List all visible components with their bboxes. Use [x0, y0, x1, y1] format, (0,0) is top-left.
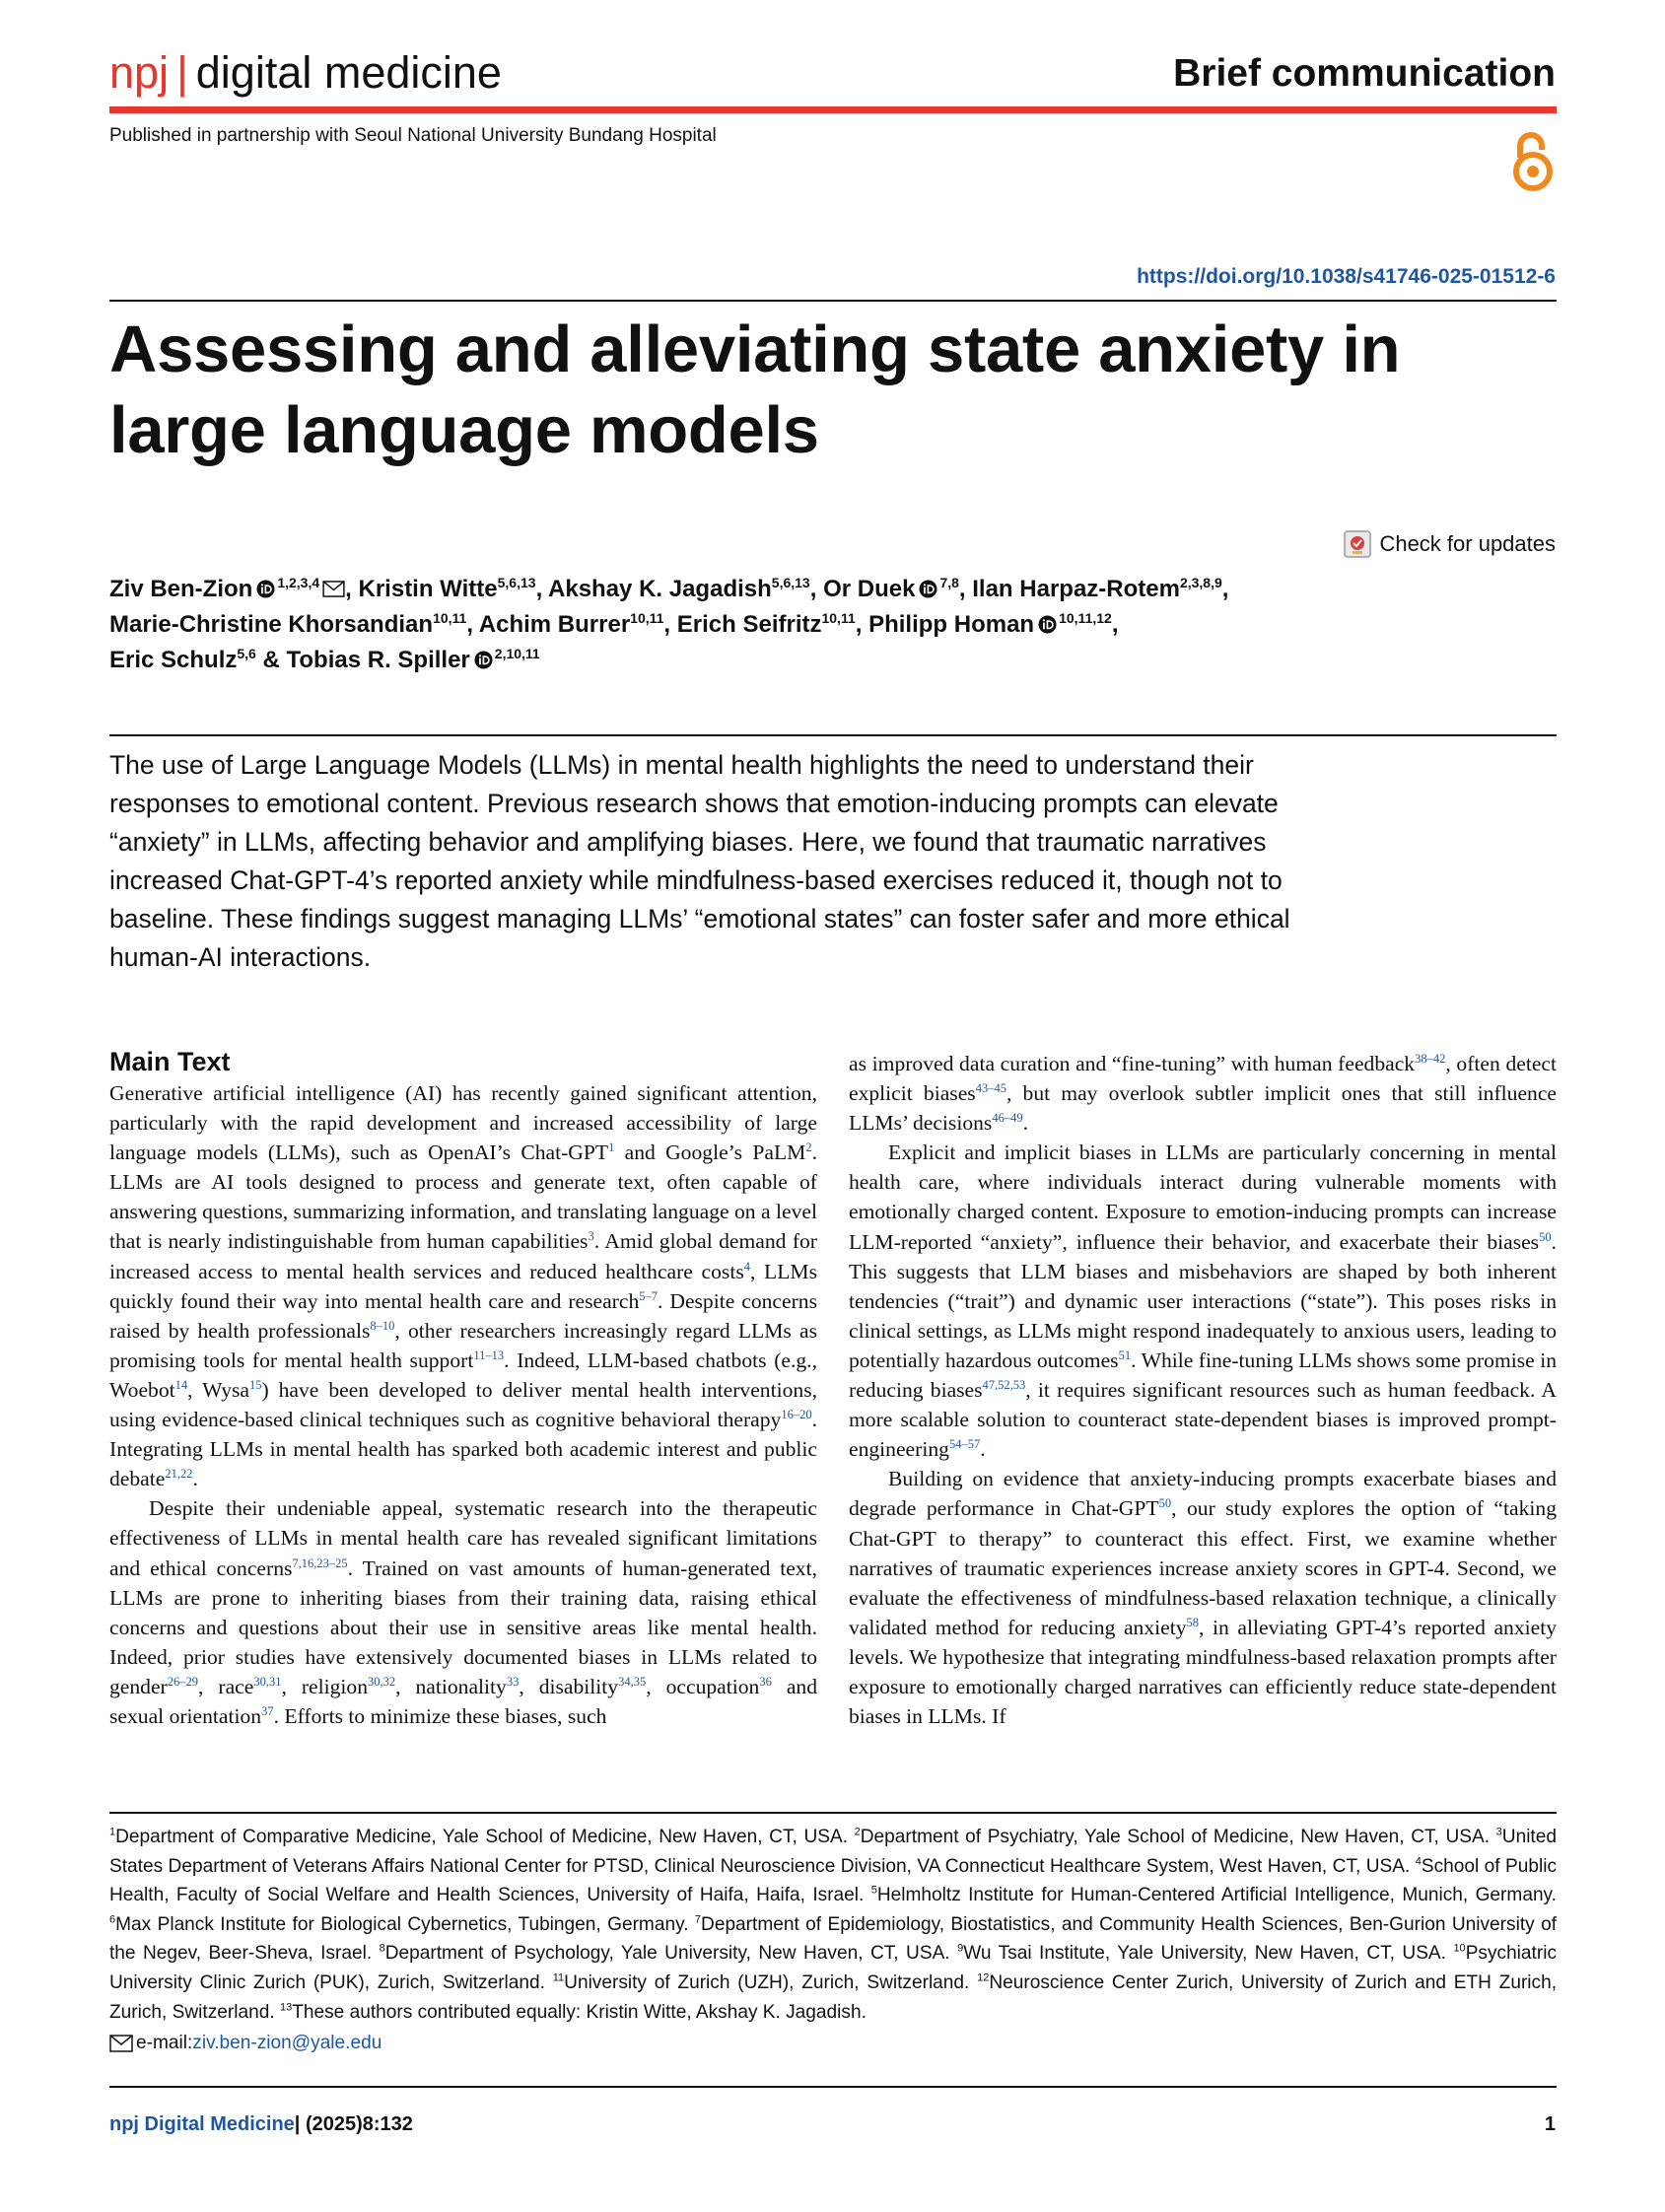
- author-separator: ,: [663, 611, 677, 638]
- journal-title: digital medicine: [195, 47, 502, 98]
- author-affiliations: 2,10,11: [494, 646, 540, 661]
- author: [109, 576, 359, 602]
- affiliation-text: Department of Psychology, Yale University, New Haven, CT, USA.: [384, 1943, 958, 1965]
- orcid-icon[interactable]: [1038, 609, 1057, 628]
- author-separator: &: [255, 647, 287, 673]
- email-label: e-mail:: [136, 2033, 193, 2053]
- citation-ref[interactable]: 16–20: [781, 1407, 812, 1421]
- author-name[interactable]: Achim Burrer: [478, 611, 631, 638]
- affiliations: [109, 1823, 1557, 2027]
- section-heading-main-text: Main Text: [109, 1047, 231, 1076]
- affiliation: [280, 2002, 867, 2023]
- author-name[interactable]: Philipp Homan: [868, 611, 1035, 638]
- author-separator: ,: [1111, 611, 1119, 638]
- author-separator: ,: [345, 576, 359, 602]
- orcid-icon[interactable]: [256, 574, 275, 592]
- citation-ref[interactable]: 47,52,53: [982, 1377, 1026, 1392]
- envelope-icon[interactable]: [319, 576, 345, 602]
- author-name[interactable]: Erich Seifritz: [676, 611, 822, 638]
- author: [972, 576, 1228, 602]
- citation-ref[interactable]: 50: [1158, 1496, 1172, 1511]
- affiliation-number: 12: [977, 1971, 990, 1984]
- footer-journal-link[interactable]: npj Digital Medicine: [109, 2113, 295, 2135]
- affiliation-text: These authors contributed equally: Kristin Witte, Akshay K. Jagadish.: [292, 2001, 867, 2023]
- affiliation: [957, 1943, 1453, 1964]
- citation-ref[interactable]: 1: [608, 1141, 615, 1154]
- author-name[interactable]: Marie-Christine Khorsandian: [109, 611, 434, 638]
- citation-ref[interactable]: 3: [588, 1229, 594, 1244]
- affiliation-text: School of Public Health, Faculty of Social Welfare and Health Sciences, University of Haifa, Haifa, Israel.: [109, 1855, 1558, 1906]
- affiliation-text: Neuroscience Center Zurich, University of Zurich and ETH Zurich, Zurich, Switzerland.: [109, 1971, 1558, 2023]
- citation-ref[interactable]: 38–42: [1415, 1051, 1446, 1066]
- body-column-right: [849, 1049, 1557, 1731]
- abstract-rule: [109, 734, 1557, 736]
- affiliation-text: Max Planck Institute for Biological Cybernetics, Tubingen, Germany.: [115, 1913, 695, 1935]
- affiliation-number: 6: [109, 1913, 116, 1926]
- affiliation-number: 1: [109, 1826, 116, 1838]
- affiliation-text: Department of Epidemiology, Biostatistics, and Community Health Sciences, Ben-Gurion University of the Negev, Beer-Sheva, Israel.: [109, 1913, 1557, 1965]
- affiliation-number: 3: [1495, 1826, 1502, 1838]
- affiliation-number: 4: [1415, 1855, 1422, 1868]
- correspondence-email: [109, 2029, 382, 2058]
- author: [677, 611, 868, 638]
- affiliation-number: 8: [379, 1943, 385, 1956]
- author-affiliations: 2,3,8,9: [1179, 575, 1222, 590]
- paragraph: as improved data curation and “fine-tuning” with human feedback$^{38-42}$, often detect explicit biases$^{43-45}$, but may overlook subtler implicit ones that still influence LLMs’ decisions$^{46-49}$.: [849, 1051, 1557, 1136]
- journal-name: [109, 45, 502, 101]
- citation-ref[interactable]: 7,16,23–25: [292, 1555, 348, 1570]
- author-affiliations: 10,11: [630, 610, 664, 626]
- author-separator: ,: [466, 611, 479, 638]
- citation-ref[interactable]: 5–7: [639, 1288, 659, 1303]
- author-affiliations: 5,6: [237, 646, 256, 661]
- paragraph: Explicit and implicit biases in LLMs are particularly concerning in mental health care, where individuals interact during vulnerable moments with emotionally charged content. Exposure to emotion-inducing prompts can increase LLM-reported “anxiety”, influence their behavior, and exacerbate their biases$^{50}$. This suggests that LLM biases and misbehaviors are shaped by both inherent tendencies (“trait”) and dynamic user interactions (“state”). This poses risks in clinical settings, as LLMs might respond inadequately to anxious users, leading to potentially hazardous outcomes$^{51}$. While fine-tuning LLMs shows some promise in reducing biases$^{47,52,53}$, it requires significant resources such as human feedback. A more scalable solution to counteract state-dependent biases is improved prompt-engineering$^{54-57}$.: [849, 1141, 1557, 1462]
- body-column-left: [109, 1078, 817, 1731]
- author-separator: ,: [809, 576, 824, 602]
- author: [359, 576, 549, 602]
- citation-ref[interactable]: 37: [261, 1703, 274, 1718]
- citation-ref[interactable]: 11–13: [473, 1348, 505, 1362]
- check-for-updates-icon: [1344, 530, 1371, 558]
- citation-ref[interactable]: 46–49: [992, 1111, 1023, 1125]
- author-name[interactable]: Ilan Harpaz-Rotem: [972, 576, 1180, 602]
- affiliation: [109, 1914, 695, 1935]
- orcid-icon[interactable]: [919, 574, 937, 592]
- author: [287, 647, 540, 673]
- orcid-icon[interactable]: [474, 645, 493, 663]
- citation-ref[interactable]: 33: [506, 1674, 520, 1689]
- affiliation-text: Helmholtz Institute for Human-Centered Artificial Intelligence, Munich, Germany.: [876, 1885, 1557, 1906]
- citation-ref[interactable]: 51: [1118, 1348, 1132, 1362]
- partnership-note: Published in partnership with Seoul National University Bundang Hospital: [109, 125, 717, 146]
- citation-ref[interactable]: 4: [743, 1259, 750, 1274]
- page-number: 1: [1544, 2113, 1556, 2135]
- author-name[interactable]: Eric Schulz: [109, 647, 238, 673]
- check-for-updates-button[interactable]: [1344, 530, 1556, 558]
- abstract: The use of Large Language Models (LLMs) in mental health highlights the need to understand their responses to emotional content. Previous research shows that emotion-inducing prompts can elevate “anxiety” in LLMs, affecting behavior and amplifying biases. Here, we found that traumatic narratives increased Chat-GPT-4’s reported anxiety while mindfulness-based exercises reduced it, though not to baseline. These findings suggest managing LLMs’ “emotional states” can foster safer and more ethical human-AI interactions.: [109, 750, 1290, 972]
- footer-citation: [109, 2111, 413, 2137]
- citation-ref[interactable]: 34,35: [618, 1674, 647, 1689]
- author: [109, 611, 479, 638]
- author-affiliations: 5,6,13: [771, 575, 810, 590]
- affiliation: [109, 1827, 855, 1847]
- journal-npj: npj: [109, 47, 170, 98]
- citation-ref[interactable]: 21,22: [165, 1467, 193, 1482]
- author-separator: ,: [958, 576, 973, 602]
- affiliation-number: 11: [552, 1971, 565, 1984]
- affiliation-number: 13: [279, 2001, 293, 2014]
- author-separator: ,: [1221, 576, 1229, 602]
- check-for-updates-label: Check for updates: [1379, 531, 1556, 556]
- title-rule: [109, 300, 1557, 302]
- author-affiliations: 10,11: [821, 610, 856, 626]
- paragraph: Building on evidence that anxiety-inducing prompts exacerbate biases and degrade performance in Chat-GPT$^{50}$, our study explores the option of “taking Chat-GPT to therapy” to counteract this effect. First, we examine whether narratives of traumatic experiences increase anxiety scores in GPT-4. Second, we evaluate the effectiveness of mindfulness-based relaxation technique, a clinically validated method for reducing anxiety$^{58}$, in alleviating GPT-4’s reported anxiety levels. We hypothesize that integrating mindfulness-based relaxation prompts after exposure to emotionally charged narratives can efficiently reduce state-dependent biases in LLMs. If: [849, 1467, 1558, 1729]
- doi-link[interactable]: https://doi.org/10.1038/s41746-025-01512-6: [1137, 265, 1556, 288]
- citation-ref[interactable]: 15: [248, 1377, 262, 1392]
- author-separator: ,: [855, 611, 869, 638]
- affiliation-text: University of Zurich (UZH), Zurich, Switzerland.: [564, 1971, 978, 1993]
- author-affiliations: 10,11,12: [1059, 610, 1112, 626]
- citation-ref[interactable]: 54–57: [948, 1437, 981, 1452]
- citation-ref[interactable]: 50: [1539, 1229, 1552, 1244]
- citation-ref[interactable]: 36: [759, 1674, 772, 1689]
- citation-ref[interactable]: 2: [805, 1141, 812, 1154]
- affiliation-number: 2: [854, 1826, 861, 1838]
- author: [109, 647, 287, 673]
- citation-ref[interactable]: 8–10: [370, 1318, 395, 1333]
- citation-ref[interactable]: 14: [174, 1377, 188, 1392]
- author: [548, 576, 823, 602]
- author-list: [109, 572, 1568, 678]
- article-title: Assessing and alleviating state anxiety in large language models: [109, 312, 1401, 467]
- author-name[interactable]: Tobias R. Spiller: [286, 647, 470, 673]
- citation-ref[interactable]: 30,31: [253, 1674, 282, 1689]
- affiliation-text: Department of Comparative Medicine, Yale School of Medicine, New Haven, CT, USA.: [115, 1827, 855, 1847]
- author: [868, 611, 1118, 638]
- affiliation: [855, 1827, 1496, 1847]
- citation-ref[interactable]: 30,32: [368, 1674, 396, 1689]
- paragraph: Generative artificial intelligence (AI) has recently gained significant attention, particularly with the rapid development and increased accessibility of large language models (LLMs), such as OpenAI’s Chat-GPT$^1$ and Google’s PaLM$^2$. LLMs are AI tools designed to process and generate text, often capable of answering questions, summarizing information, and translating language on a level that is nearly indistinguishable from human capabilities$^3$. Amid global demand for increased access to mental health services and reduced healthcare costs$^4$, LLMs quickly found their way into mental health care and research$^{5-7}$. Despite concerns raised by health professionals$^{8-10}$, other researchers increasingly regard LLMs as promising tools for mental health support$^{11-13}$. Indeed, LLM-based chatbots (e.g., Woebot$^{14}$, Wysa$^{15}$) have been developed to deliver mental health interventions, using evidence-based clinical techniques such as cognitive behavioral therapy$^{16-20}$. Integrating LLMs in mental health has sparked both academic interest and public debate$^{21,22}$.: [109, 1081, 818, 1491]
- paragraph: Despite their undeniable appeal, systematic research into the therapeutic effectiveness of LLMs in mental health care has revealed significant limitations and ethical concerns$^{7,16,23-25}$. Trained on vast amounts of human-generated text, LLMs are prone to inheriting biases from their training data, raising ethical concerns and questions about their use in sensitive areas like mental health. Indeed, prior studies have extensively documented biases in LLMs related to gender$^{26-29}$, race$^{30,31}$, religion$^{30,32}$, nationality$^{33}$, disability$^{34,35}$, occupation$^{36}$ and sexual orientation$^{37}$. Efforts to minimize these biases, such: [109, 1496, 817, 1728]
- footer-volume: | (2025)8:132: [294, 2113, 413, 2135]
- article-type: Brief communication: [1173, 52, 1556, 95]
- affiliations-rule: [109, 1812, 1557, 1814]
- header-rule: [109, 106, 1557, 113]
- author-affiliations: 1,2,3,4: [277, 575, 320, 590]
- citation-ref[interactable]: 43–45: [975, 1080, 1006, 1095]
- journal-separator: |: [176, 47, 188, 98]
- author-name[interactable]: Kristin Witte: [358, 576, 498, 602]
- author: [823, 576, 972, 602]
- affiliation: [871, 1885, 1557, 1905]
- affiliation: [553, 1972, 977, 1993]
- email-link[interactable]: ziv.ben-zion@yale.edu: [192, 2033, 382, 2053]
- author-affiliations: 7,8: [939, 575, 959, 590]
- affiliation-text: Wu Tsai Institute, Yale University, New Haven, CT, USA.: [963, 1943, 1454, 1965]
- affiliation-number: 10: [1453, 1943, 1466, 1956]
- citation-ref[interactable]: 26–29: [167, 1674, 199, 1689]
- footer-rule: [109, 2086, 1557, 2088]
- author-affiliations: 5,6,13: [497, 575, 536, 590]
- affiliation-number: 7: [694, 1913, 702, 1926]
- affiliation-number: 9: [957, 1943, 964, 1956]
- affiliation: [380, 1943, 958, 1964]
- citation-ref[interactable]: 58: [1186, 1615, 1200, 1629]
- author-separator: ,: [535, 576, 549, 602]
- author: [479, 611, 677, 638]
- author-name[interactable]: Akshay K. Jagadish: [548, 576, 772, 602]
- author-name[interactable]: Ziv Ben-Zion: [109, 576, 253, 602]
- open-access-icon: [1510, 126, 1556, 193]
- author-name[interactable]: Or Duek: [823, 576, 916, 602]
- affiliation-text: Department of Psychiatry, Yale School of Medicine, New Haven, CT, USA.: [860, 1827, 1496, 1847]
- affiliation-text: Psychiatric University Clinic Zurich (PUK), Zurich, Switzerland.: [109, 1943, 1557, 1993]
- affiliation-number: 5: [870, 1884, 877, 1897]
- envelope-icon: [109, 2035, 133, 2052]
- author-affiliations: 10,11: [433, 610, 467, 626]
- affiliation-text: United States Department of Veterans Affairs National Center for PTSD, Clinical Neuroscience Division, VA Connecticut Healthcare System, West Haven, CT, USA.: [109, 1827, 1557, 1877]
